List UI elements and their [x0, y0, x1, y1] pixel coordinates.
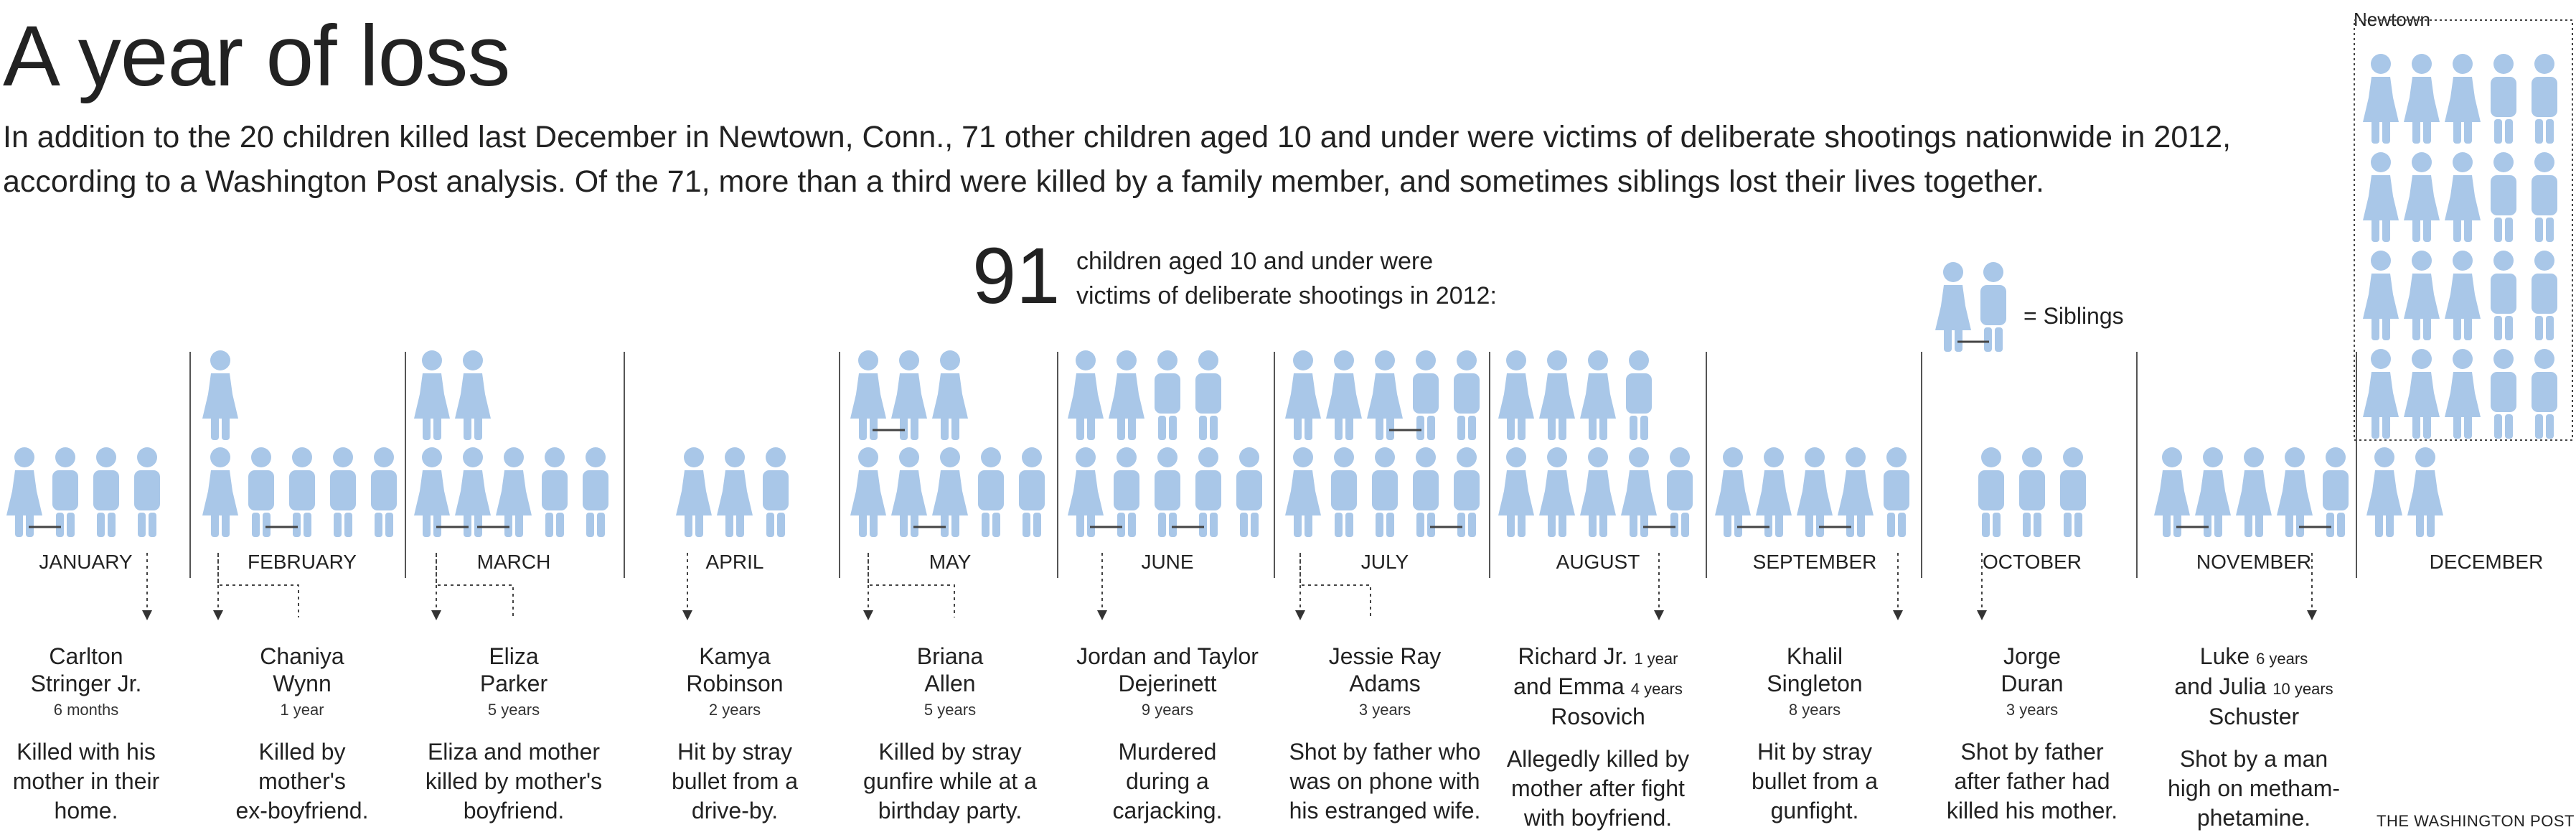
victim-callout — [846, 643, 1054, 826]
total-count-text-line-1: children aged 10 and under were — [1076, 248, 1434, 275]
month-label: JANUARY — [39, 551, 133, 573]
child-figure — [932, 447, 968, 537]
child-figure — [1580, 447, 1616, 537]
child-figure — [2366, 447, 2402, 537]
victim-callout — [198, 643, 406, 826]
victim-callout — [631, 643, 839, 826]
victim-description: Eliza and mother killed by mother's boyfriend. — [425, 739, 603, 823]
victim-name: Khalil — [1786, 643, 1843, 669]
child-figure — [1326, 350, 1362, 440]
month-label: MARCH — [476, 551, 551, 573]
child-figure — [248, 447, 274, 537]
child-figure — [1372, 447, 1398, 537]
child-figure — [2407, 447, 2443, 537]
newtown-child-figure — [2532, 251, 2557, 340]
victim-description: Shot by father who was on phone with his estranged wife. — [1289, 739, 1481, 823]
child-figure — [1413, 350, 1439, 440]
newtown-child-figure — [2363, 251, 2399, 340]
child-figure — [1667, 447, 1693, 537]
month-label: JUNE — [1141, 551, 1194, 573]
victim-age: 1 year — [280, 701, 324, 719]
victim-name: Parker — [479, 671, 548, 696]
child-figure — [414, 447, 450, 537]
victim-description: Shot by a man high on metham- phetamine. — [2167, 746, 2341, 831]
child-figure — [2154, 447, 2190, 537]
child-figure — [1797, 447, 1833, 537]
month-label: APRIL — [705, 551, 764, 573]
child-figure — [1580, 350, 1616, 440]
victim-age: 9 years — [1141, 701, 1194, 719]
child-figure — [1978, 447, 2004, 537]
month-label: DECEMBER — [2429, 551, 2544, 573]
victim-description: Killed with his mother in their home. — [12, 739, 160, 823]
victim-name: Wynn — [273, 671, 332, 696]
arrow-head — [431, 610, 441, 620]
arrow-head — [682, 610, 692, 620]
victim-age: 6 years — [2256, 650, 2308, 668]
child-figure — [455, 350, 491, 440]
victim-callout — [1711, 643, 1919, 826]
victim-age: 6 months — [53, 701, 119, 719]
credit: THE WASHINGTON POST — [2377, 812, 2575, 830]
victim-description: Allegedly killed by mother after fight with boyfriend. — [1506, 746, 1690, 831]
victim-name: Stringer Jr. — [30, 671, 142, 696]
child-figure — [1109, 350, 1144, 440]
victim-name: Eliza — [489, 643, 539, 669]
victim-age: 5 years — [923, 701, 977, 719]
child-figure — [717, 447, 753, 537]
newtown-child-figure — [2363, 54, 2399, 144]
page-title: A year of loss — [3, 8, 510, 104]
child-figure — [850, 447, 886, 537]
child-figure — [891, 350, 927, 440]
newtown-child-figure — [2445, 251, 2481, 340]
child-figure — [6, 447, 42, 537]
month-label: AUGUST — [1556, 551, 1640, 573]
child-figure — [932, 350, 968, 440]
total-count: 91 — [972, 232, 1061, 320]
child-figure — [583, 447, 608, 537]
child-figure — [1068, 447, 1104, 537]
child-figure — [1019, 447, 1045, 537]
child-figure — [1331, 447, 1357, 537]
child-figure — [496, 447, 532, 537]
month-label: JULY — [1360, 551, 1409, 573]
victim-age: 5 years — [487, 701, 540, 719]
arrow-head — [213, 610, 223, 620]
child-figure — [1454, 350, 1480, 440]
child-figure — [850, 350, 886, 440]
newtown-child-figure — [2532, 152, 2557, 242]
child-figure — [1756, 447, 1792, 537]
legend-figure-girl — [1935, 262, 1971, 352]
child-figure — [1454, 447, 1480, 537]
child-figure — [1195, 447, 1221, 537]
arrow-head — [863, 610, 873, 620]
child-figure — [542, 447, 568, 537]
child-figure — [1155, 350, 1180, 440]
victim-name: Briana — [916, 643, 984, 669]
victim-name: Allen — [924, 671, 976, 696]
child-figure — [1285, 350, 1321, 440]
newtown-child-figure — [2363, 152, 2399, 242]
total-count-text-line-2: victims of deliberate shootings in 2012: — [1076, 282, 1497, 309]
victim-name: Luke 6 years — [2199, 643, 2308, 669]
child-figure — [289, 447, 315, 537]
child-figure — [455, 447, 491, 537]
child-figure — [1621, 447, 1657, 537]
newtown-child-figure — [2404, 54, 2440, 144]
arrow-head — [1977, 610, 1987, 620]
child-figure — [2060, 447, 2086, 537]
child-figure — [202, 350, 238, 440]
victim-name: Jorge — [2003, 643, 2062, 669]
child-figure — [52, 447, 78, 537]
newtown-child-figure — [2491, 349, 2516, 439]
victim-description: Killed by mother's ex-boyfriend. — [235, 739, 369, 823]
child-figure — [1539, 447, 1575, 537]
child-figure — [1626, 350, 1652, 440]
victim-name: and Emma 4 years — [1513, 673, 1683, 699]
victim-description: Hit by stray bullet from a gunfight. — [1751, 739, 1879, 823]
victim-name: Richard Jr. 1 year — [1518, 643, 1678, 669]
newtown-child-figure — [2532, 54, 2557, 144]
victim-name: Jordan and Taylor — [1076, 643, 1259, 669]
newtown-child-figure — [2445, 54, 2481, 144]
month-label: FEBRUARY — [248, 551, 357, 573]
arrow-head — [1295, 610, 1305, 620]
newtown-child-figure — [2491, 54, 2516, 144]
child-figure — [1884, 447, 1909, 537]
child-figure — [1498, 350, 1534, 440]
arrow-head — [1893, 610, 1903, 620]
victim-callout — [410, 643, 618, 826]
child-figure — [1114, 447, 1139, 537]
newtown-child-figure — [2491, 251, 2516, 340]
child-figure — [2195, 447, 2231, 537]
victim-description: Hit by stray bullet from a drive-by. — [671, 739, 799, 823]
victim-name: Dejerinett — [1118, 671, 1217, 696]
victim-description: Murdered during a carjacking. — [1112, 739, 1223, 823]
victim-name: Singleton — [1767, 671, 1863, 696]
victim-name: Adams — [1349, 671, 1421, 696]
child-figure — [1068, 350, 1104, 440]
victim-name: and Julia 10 years — [2174, 673, 2333, 699]
arrow-head — [1097, 610, 1107, 620]
victim-name: Duran — [2001, 671, 2064, 696]
newtown-child-figure — [2363, 349, 2399, 439]
month-label: SEPTEMBER — [1752, 551, 1877, 573]
legend-figure-boy — [1980, 262, 2006, 352]
newtown-child-figure — [2445, 349, 2481, 439]
victim-name: Kamya — [699, 643, 771, 669]
child-figure — [1838, 447, 1874, 537]
month-label: MAY — [929, 551, 972, 573]
child-figure — [2277, 447, 2313, 537]
child-figure — [763, 447, 789, 537]
child-figure — [891, 447, 927, 537]
child-figure — [134, 447, 160, 537]
newtown-child-figure — [2491, 152, 2516, 242]
victim-name: Robinson — [686, 671, 784, 696]
child-figure — [330, 447, 356, 537]
child-figure — [1413, 447, 1439, 537]
victim-age: 3 years — [2006, 701, 2059, 719]
child-figure — [1367, 350, 1403, 440]
siblings-legend-label: = Siblings — [2023, 303, 2124, 329]
child-figure — [1155, 447, 1180, 537]
newtown-child-figure — [2404, 251, 2440, 340]
victim-callout — [1494, 643, 1702, 833]
victim-callout — [0, 643, 190, 826]
victim-callout — [1281, 643, 1489, 826]
arrow-head — [142, 610, 152, 620]
arrow-head — [2307, 610, 2317, 620]
victim-callout — [1928, 643, 2136, 826]
child-figure — [1539, 350, 1575, 440]
victim-age: 8 years — [1788, 701, 1841, 719]
victim-callout — [2150, 643, 2358, 833]
victim-name: Carlton — [49, 643, 123, 669]
child-figure — [202, 447, 238, 537]
victim-age: 10 years — [2272, 680, 2333, 698]
victim-description: Shot by father after father had killed his mother. — [1946, 739, 2118, 823]
child-figure — [371, 447, 397, 537]
newtown-child-figure — [2445, 152, 2481, 242]
intro-paragraph: In addition to the 20 children killed last December in Newtown, Conn., 71 other children aged 10 and under were victims of deliberate shootings nationwide in 2012, according to a Washington Post analysis. Of the 71, more than a third were killed by a family member, and sometimes siblings lost their lives together. — [3, 120, 2232, 199]
victim-age: 1 year — [1634, 650, 1678, 668]
child-figure — [1715, 447, 1751, 537]
month-label: OCTOBER — [1983, 551, 2082, 573]
victim-age: 3 years — [1358, 701, 1411, 719]
child-figure — [676, 447, 712, 537]
victim-name: Schuster — [2208, 704, 2300, 729]
victim-name: Chaniya — [260, 643, 344, 669]
child-figure — [1236, 447, 1262, 537]
victim-age: 4 years — [1630, 680, 1683, 698]
victim-description: Killed by stray gunfire while at a birthday party. — [863, 739, 1037, 823]
child-figure — [1195, 350, 1221, 440]
victim-age: 2 years — [708, 701, 761, 719]
child-figure — [414, 350, 450, 440]
child-figure — [978, 447, 1004, 537]
newtown-child-figure — [2532, 349, 2557, 439]
newtown-child-figure — [2404, 152, 2440, 242]
child-figure — [1285, 447, 1321, 537]
child-figure — [2019, 447, 2045, 537]
arrow-head — [1654, 610, 1664, 620]
victim-name: Rosovich — [1551, 704, 1645, 729]
child-figure — [93, 447, 119, 537]
child-figure — [2236, 447, 2272, 537]
month-label: NOVEMBER — [2196, 551, 2312, 573]
newtown-child-figure — [2404, 349, 2440, 439]
victim-callout — [1063, 643, 1271, 826]
newtown-label: Newtown — [2354, 9, 2430, 30]
child-figure — [2323, 447, 2349, 537]
child-figure — [1498, 447, 1534, 537]
victim-name: Jessie Ray — [1328, 643, 1442, 669]
